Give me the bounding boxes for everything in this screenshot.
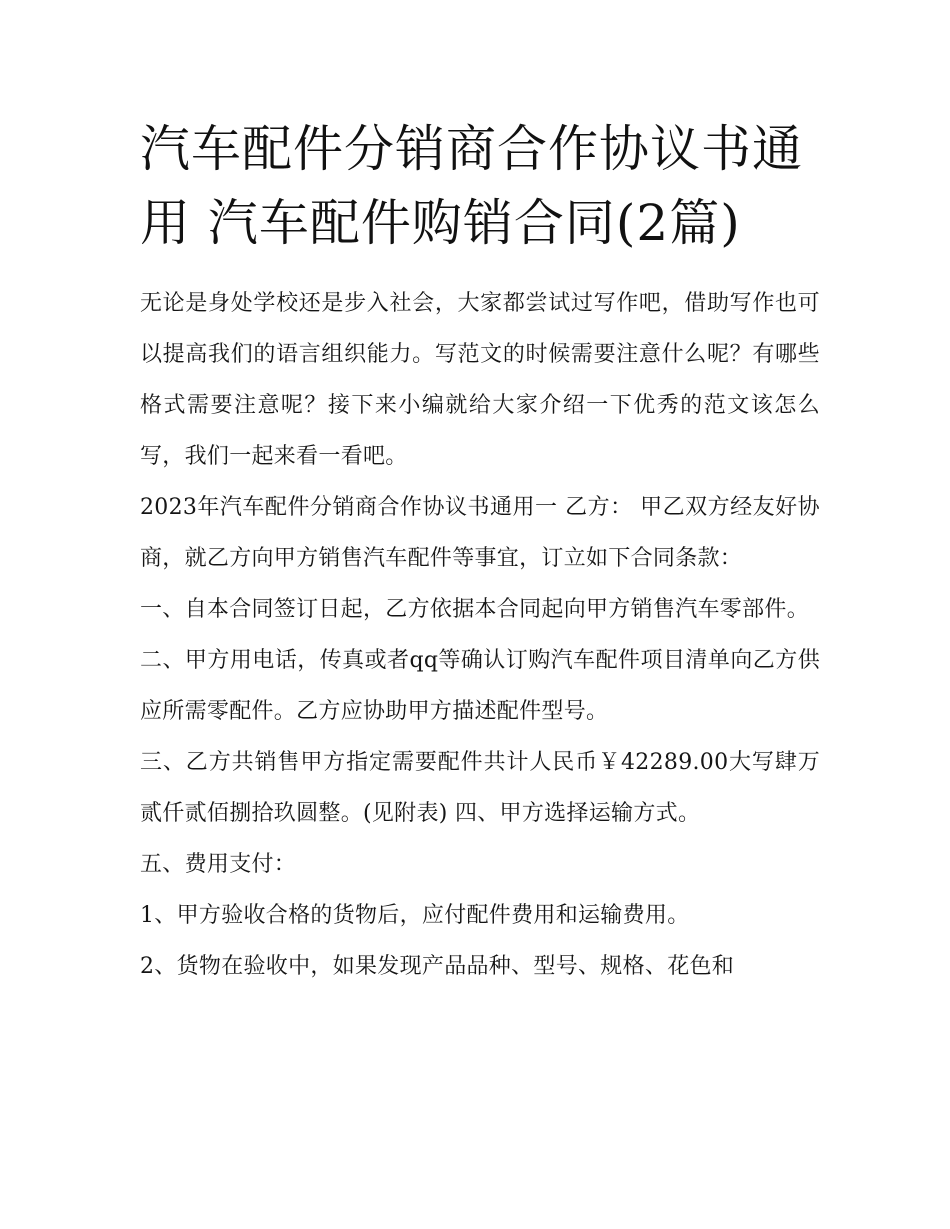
clause-3-paragraph: 三、乙方共销售甲方指定需要配件共计人民币￥42289.00大写肆万贰仟贰佰捌拾玖圆整。(见附表) 四、甲方选择运输方式。 [140,750,820,826]
document-body [140,278,820,992]
payment-item-2: 2、货物在验收中，如果发现产品品种、型号、规格、花色和 [140,954,735,979]
clause-2-paragraph: 二、甲方用电话，传真或者qq等确认订购汽车配件项目清单向乙方供应所需零配件。乙方应协助甲方描述配件型号。 [140,648,820,724]
clause-5-heading: 五、费用支付： [140,852,297,877]
intro-paragraph: 无论是身处学校还是步入社会，大家都尝试过写作吧，借助写作也可以提高我们的语言组织能力。写范文的时候需要注意什么呢？有哪些格式需要注意呢？接下来小编就给大家介绍一下优秀的范文该怎么写，我们一起来看一看吧。 [140,291,820,469]
document-title: 汽车配件分销商合作协议书通用 汽车配件购销合同(2篇) [140,120,803,252]
agreement-opening-paragraph: 2023年汽车配件分销商合作协议书通用一 乙方： 甲乙双方经友好协商，就乙方向甲方销售汽车配件等事宜，订立如下合同条款： [140,495,820,571]
payment-item-1: 1、甲方验收合格的货物后，应付配件费用和运输费用。 [140,903,690,928]
clause-1-paragraph: 一、自本合同签订日起，乙方依据本合同起向甲方销售汽车零部件。 [140,597,810,622]
